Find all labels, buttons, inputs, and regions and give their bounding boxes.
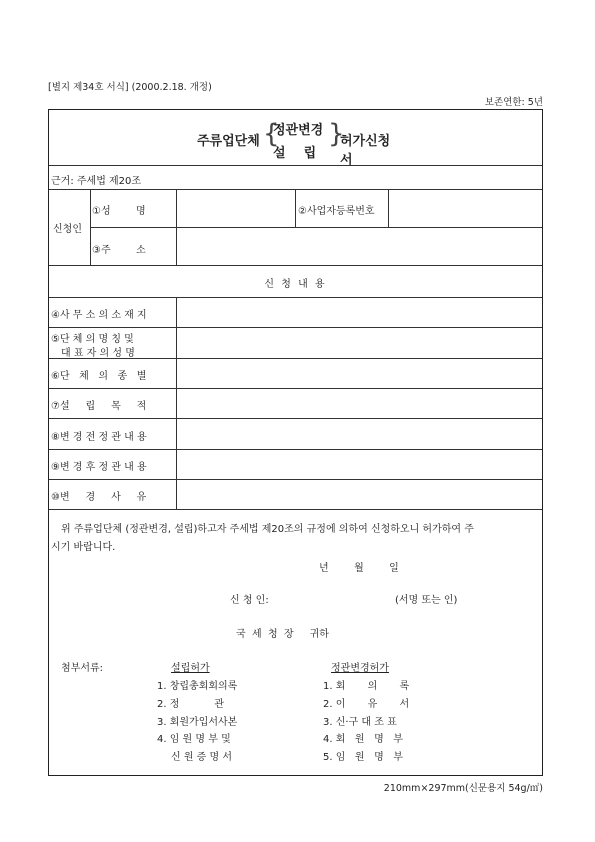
applicant-label: 신청인 [53,224,82,235]
rule-row9-bottom [49,479,542,480]
business-number-label: ②사업자등록번호 [298,206,375,217]
title-bracket-left: { [263,119,280,149]
retention-period: 보존연한: 5년 [484,97,543,108]
establish-doc-4: 4. 임 원 명 부 및 [157,734,231,745]
row-change-reason-label: ⑩변 경 사 유 [51,492,147,503]
establish-doc-3: 3. 회원가입서사본 [157,717,238,728]
title-option-amend: 정관변경 [273,123,324,138]
signature-note: (서명 또는 인) [395,595,458,606]
signer-label: 신 청 인: [230,595,269,606]
rule-row7-bottom [49,418,542,419]
rule-row4-bottom [49,327,542,328]
before-articles-field[interactable] [178,420,540,447]
paper-spec: 210mm×297mm(신문용지 54g/㎡) [383,783,543,794]
rule-name-bottom [90,227,542,228]
title-suffix: 허가신청서 [340,134,391,168]
org-name-field[interactable] [178,329,540,356]
name-label: ①성 명 [92,206,146,217]
amend-doc-5: 5. 임 원 명 부 [323,752,403,763]
establish-doc-2: 2. 정 관 [157,699,225,710]
attachments-label: 첨부서류: [61,663,104,674]
address-field[interactable] [178,229,540,263]
establish-doc-1: 1. 창립총회회의록 [157,681,238,692]
change-reason-field[interactable] [178,481,540,507]
address-label: ③주 소 [92,245,146,256]
rule-bizno-left [295,189,296,227]
org-type-field[interactable] [178,360,540,386]
establish-doc-4b: 신 원 증 명 서 [171,752,233,763]
form-reference: [별지 제34호 서식] (2000.2.18. 개정) [48,82,212,93]
rule-label-divider [176,189,177,265]
office-location-field[interactable] [178,299,540,325]
amend-doc-2: 2. 이 유 서 [323,699,410,710]
application-form [48,109,543,776]
rule-row10-bottom [49,509,542,510]
amend-doc-4: 4. 회 원 명 부 [323,734,403,745]
legal-basis: 근거: 주세법 제20조 [51,176,142,187]
rule-bizno-right [388,189,389,227]
amend-doc-3: 3. 신·구 대 조 표 [323,717,397,728]
statement-line2: 시기 바랍니다. [51,542,116,553]
rule-section-bottom [49,297,542,298]
form-title [197,116,397,168]
row-office-location-label: ④사 무 소 의 소 재 지 [51,310,147,321]
recipient: 국 세 청 장 귀하 [236,629,329,640]
rule-title-bottom [49,165,542,166]
rule-content-divider [176,297,177,509]
title-bracket-right: } [328,119,345,149]
row-purpose-label: ⑦설 립 목 적 [51,401,147,412]
after-articles-field[interactable] [178,451,540,477]
name-field[interactable] [178,191,293,225]
rule-row6-bottom [49,388,542,389]
application-date: 년 월 일 [319,563,399,574]
row-before-articles-label: ⑧변 경 전 정 관 내 용 [51,432,147,443]
rule-row8-bottom [49,449,542,450]
amend-docs-title: 정관변경허가 [331,663,389,674]
row-org-type-label: ⑥단 체 의 종 별 [51,371,147,382]
establish-docs-title: 설립허가 [171,663,210,674]
rule-applicant-divider [90,189,91,265]
section-title: 신 청 내 용 [264,279,327,290]
title-prefix: 주류업단체 [197,134,260,149]
purpose-field[interactable] [178,390,540,416]
amend-doc-1: 1. 회 의 록 [323,681,410,692]
statement-line1: 위 주류업단체 (정관변경, 설립)하고자 주세법 제20조의 규정에 의하여 신청하오니 허가하여 주 [61,524,474,535]
rule-applicant-bottom [49,265,542,266]
row-representative-label: 대 표 자 의 성 명 [61,348,135,359]
row-after-articles-label: ⑨변 경 후 정 관 내 용 [51,462,147,473]
title-option-establish: 설 립 [273,146,317,161]
row-org-name-label: ⑤단 체 의 명 칭 및 [51,334,134,345]
business-number-field[interactable] [390,191,540,225]
